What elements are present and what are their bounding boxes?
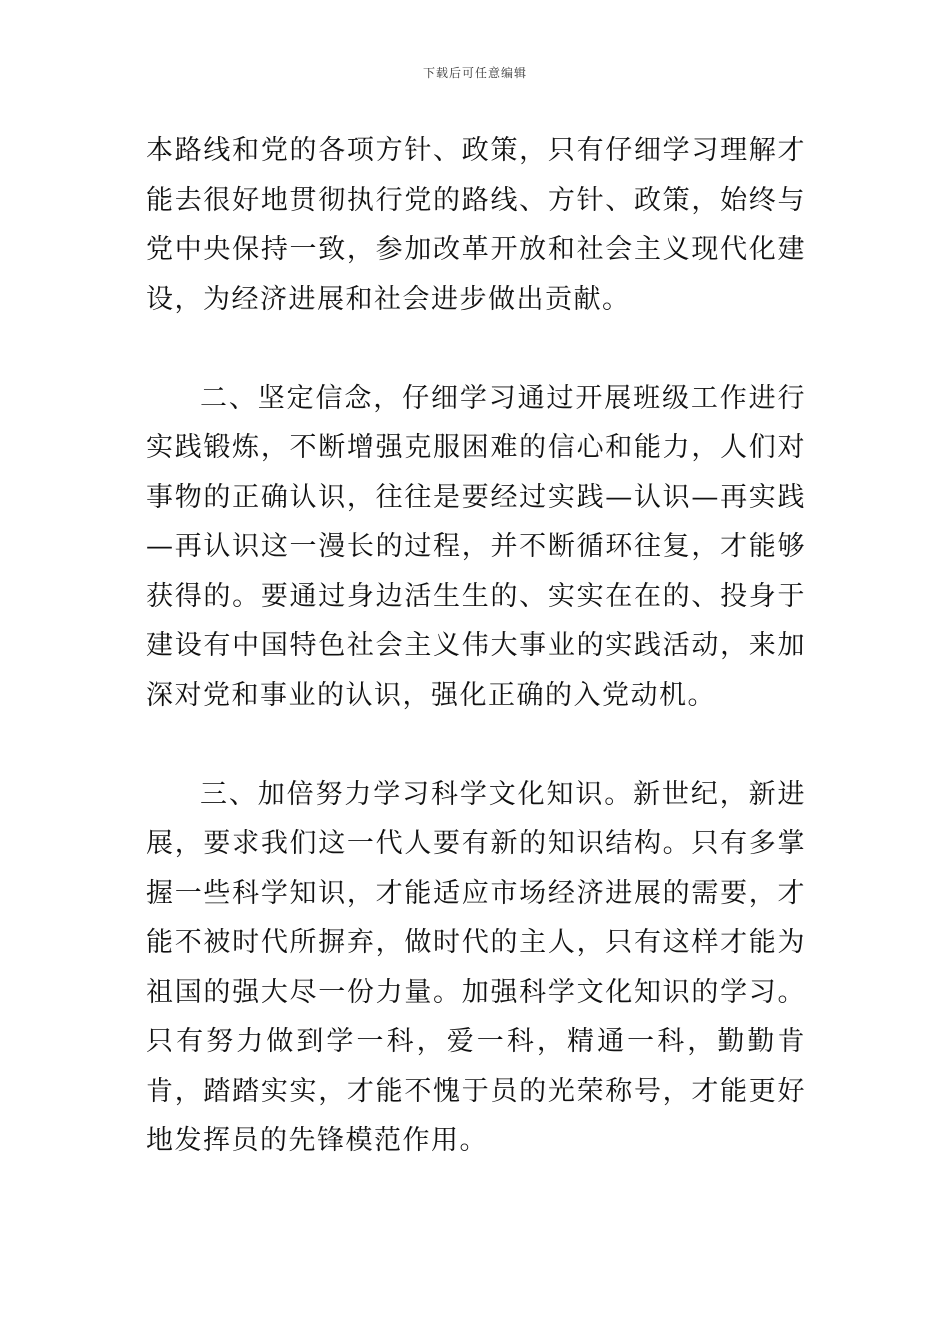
document-body: [146, 126, 806, 1166]
paragraph-gap: [146, 324, 806, 374]
paragraph-section-three: 三、加倍努力学习科学文化知识。新世纪，新进展，要求我们这一代人要有新的知识结构。只有多掌握一些科学知识，才能适应市场经济进展的需要，才能不被时代所摒弃，做时代的主人，只有这样才能为祖国的强大尽一份力量。加强科学文化知识的学习。只有努力做到学一科，爱一科，精通一科，勤勤肯肯，踏踏实实，才能不愧于员的光荣称号，才能更好地发挥员的先锋模范作用。: [146, 778, 806, 1156]
paragraph-continuation: 本路线和党的各项方针、政策，只有仔细学习理解才能去很好地贯彻执行党的路线、方针、政策，始终与党中央保持一致，参加改革开放和社会主义现代化建设，为经济进展和社会进步做出贡献。: [146, 135, 806, 315]
paragraph-section-two: 二、坚定信念，仔细学习通过开展班级工作进行实践锻炼，不断增强克服困难的信心和能力，人们对事物的正确认识，往往是要经过实践—认识—再实践—再认识这一漫长的过程，并不断循环往复，才能够获得的。要通过身边活生生的、实实在在的、投身于建设有中国特色社会主义伟大事业的实践活动，来加深对党和事业的认识，强化正确的入党动机。: [146, 382, 806, 711]
paragraph-gap: [146, 720, 806, 770]
page-header: 下载后可任意编辑: [422, 66, 527, 80]
